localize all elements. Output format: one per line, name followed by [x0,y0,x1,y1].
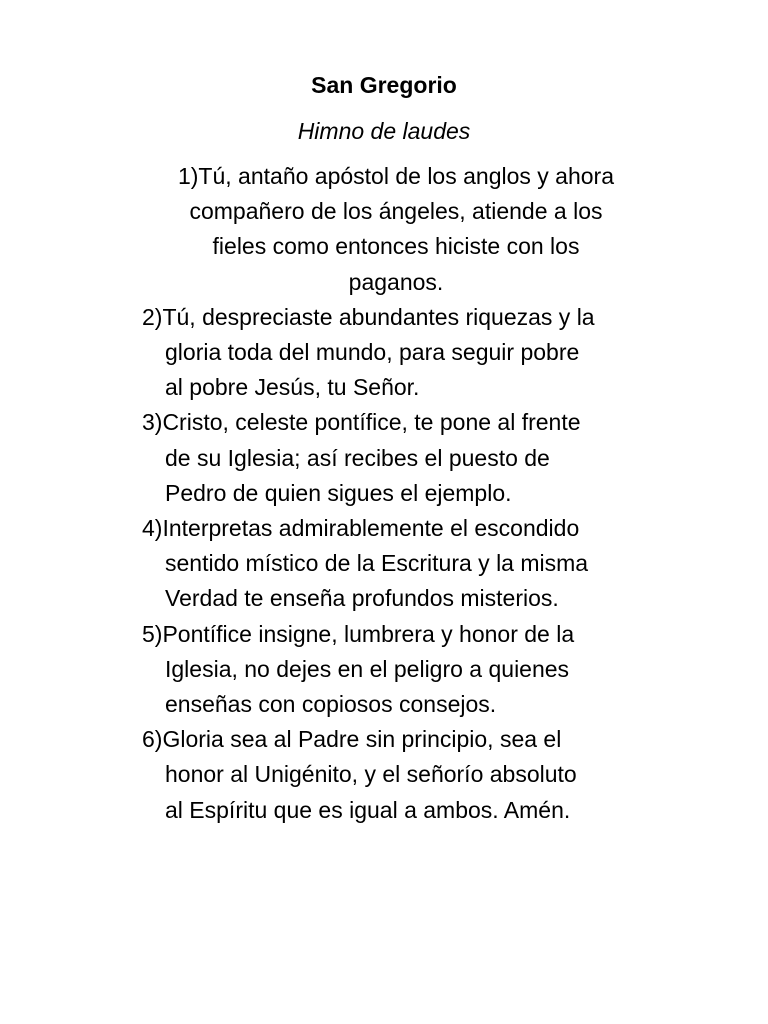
verse-line: 1)Tú, antaño apóstol de los anglos y ahora [177,163,614,189]
document-title: San Gregorio [311,72,457,98]
verse-line: Pedro de quien sigues el ejemplo. [165,479,512,506]
verse-1 [0,159,768,300]
verse-4 [0,511,768,617]
verse-line: Iglesia, no dejes en el peligro a quienes [165,655,570,682]
verse-line: fieles como entonces hiciste con los [212,233,580,260]
verse-5 [0,617,768,723]
verse-line: 6)Gloria sea al Padre sin principio, sea el [142,726,562,753]
verse-line: gloria toda del mundo, para seguir pobre [165,339,580,366]
verse-6 [0,722,768,828]
verse-line: al Espíritu que es igual a ambos. Amén. [165,796,571,823]
verse-line: paganos. [348,268,444,295]
verse-line: al pobre Jesús, tu Señor. [165,374,420,401]
verse-2 [0,300,768,406]
verse-line: sentido místico de la Escritura y la misma [165,550,589,577]
verse-line: enseñas con copiosos consejos. [165,691,497,718]
verse-line: Verdad te enseña profundos misterios. [165,585,559,612]
verse-line: honor al Unigénito, y el señorío absoluto [165,761,577,788]
verse-line: 2)Tú, despreciaste abundantes riquezas y la [142,303,595,330]
hymn-verses [0,159,768,828]
verse-line: de su Iglesia; así recibes el puesto de [165,444,550,471]
verse-line: compañero de los ángeles, atiende a los [189,198,603,225]
verse-line: 3)Cristo, celeste pontífice, te pone al frente [142,409,581,436]
verse-3 [0,405,768,511]
verse-line: 5)Pontífice insigne, lumbrera y honor de la [142,620,575,647]
document-subtitle: Himno de laudes [297,118,471,144]
verse-line: 4)Interpretas admirablemente el escondido [142,515,580,542]
